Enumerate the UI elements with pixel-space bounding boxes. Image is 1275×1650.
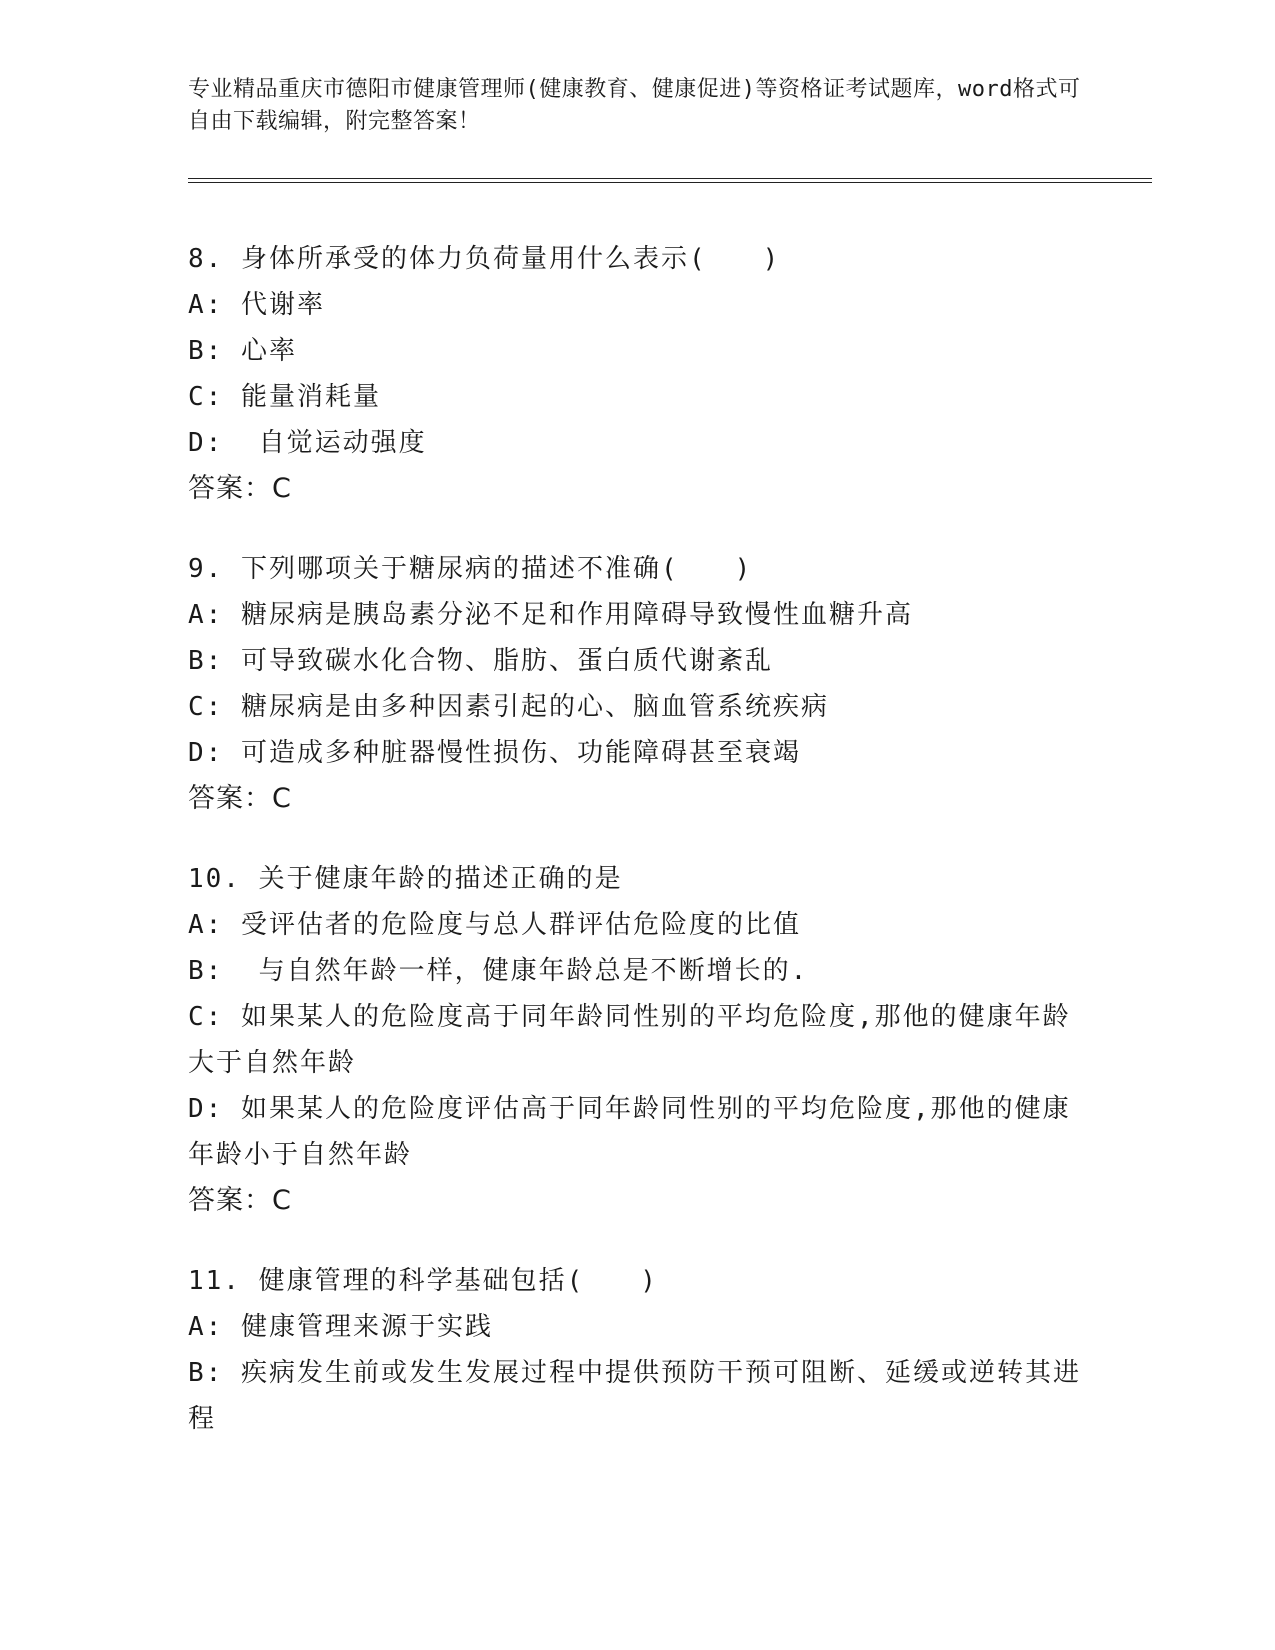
option-d: D: 如果某人的危险度评估高于同年龄同性别的平均危险度,那他的健康年龄小于自然年龄 — [188, 1094, 1071, 1170]
question-list — [188, 236, 1088, 1476]
option-b: B: 心率 — [188, 336, 297, 366]
question-stem: 8. 身体所承受的体力负荷量用什么表示( ) — [188, 244, 781, 274]
question-9 — [188, 546, 1088, 822]
question-stem: 10. 关于健康年龄的描述正确的是 — [188, 864, 623, 894]
header-text: 专业精品重庆市德阳市健康管理师(健康教育、健康促进)等资格证考试题库，word格式可自由下载编辑，附完整答案！ — [188, 77, 1081, 134]
option-a: A: 受评估者的危险度与总人群评估危险度的比值 — [188, 910, 801, 940]
answer: 答案：C — [188, 473, 292, 504]
document-header — [188, 74, 1088, 138]
header-divider-bottom — [188, 182, 1152, 183]
option-c: C: 如果某人的危险度高于同年龄同性别的平均危险度,那他的健康年龄大于自然年龄 — [188, 1002, 1071, 1078]
option-c: C: 糖尿病是由多种因素引起的心、脑血管系统疾病 — [188, 692, 829, 722]
option-c: C: 能量消耗量 — [188, 382, 381, 412]
option-d: D: 可造成多种脏器慢性损伤、功能障碍甚至衰竭 — [188, 738, 801, 768]
option-b: B: 与自然年龄一样，健康年龄总是不断增长的. — [188, 956, 809, 986]
option-a: A: 健康管理来源于实践 — [188, 1312, 493, 1342]
header-divider-top — [188, 178, 1152, 179]
question-stem: 11. 健康管理的科学基础包括( ) — [188, 1266, 658, 1296]
option-d: D: 自觉运动强度 — [188, 428, 427, 458]
option-b: B: 可导致碳水化合物、脂肪、蛋白质代谢紊乱 — [188, 646, 773, 676]
question-8 — [188, 236, 1088, 512]
option-a: A: 糖尿病是胰岛素分泌不足和作用障碍导致慢性血糖升高 — [188, 600, 913, 630]
question-11 — [188, 1258, 1088, 1442]
question-10 — [188, 856, 1088, 1224]
question-stem: 9. 下列哪项关于糖尿病的描述不准确( ) — [188, 554, 753, 584]
option-a: A: 代谢率 — [188, 290, 325, 320]
answer: 答案：C — [188, 1185, 292, 1216]
answer: 答案：C — [188, 783, 292, 814]
option-b: B: 疾病发生前或发生发展过程中提供预防干预可阻断、延缓或逆转其进程 — [188, 1358, 1081, 1434]
